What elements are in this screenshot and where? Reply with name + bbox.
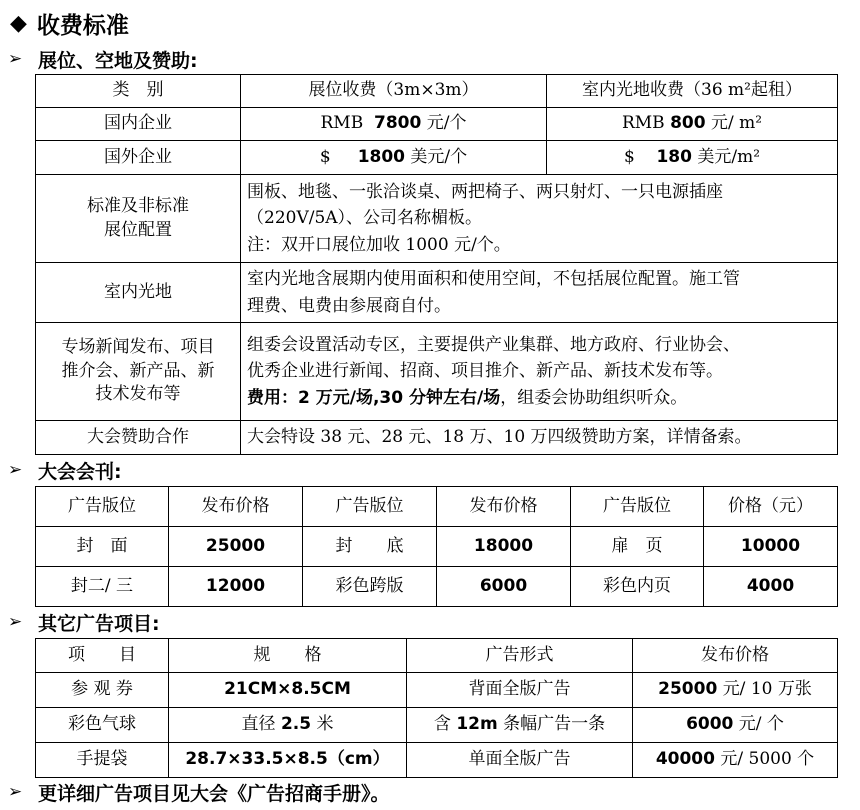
table-row-domestic bbox=[36, 108, 838, 141]
catalog-ad-table bbox=[35, 486, 838, 607]
header-cell: 广告版位 bbox=[571, 487, 704, 527]
indoor-label: 室内光地 bbox=[36, 263, 241, 323]
header-cell: 广告版位 bbox=[303, 487, 437, 527]
footer-note: ➢ 更详细广告项目见大会《广告招商手册》。 bbox=[8, 782, 390, 805]
item-price: 6000 元/ 个 bbox=[633, 708, 838, 743]
item-name: 参 观 券 bbox=[36, 673, 169, 708]
page-heading bbox=[10, 6, 129, 40]
item-spec: 21CM×8.5CM bbox=[169, 673, 407, 708]
table-row-special bbox=[36, 323, 838, 421]
item-name: 手提袋 bbox=[36, 743, 169, 778]
ad-price: 18000 bbox=[437, 527, 571, 567]
item-name: 彩色气球 bbox=[36, 708, 169, 743]
table-row-standard bbox=[36, 175, 838, 263]
table-header-row bbox=[36, 487, 838, 527]
header-cell: 发布价格 bbox=[437, 487, 571, 527]
item-form: 含 12m 条幅广告一条 bbox=[407, 708, 633, 743]
table-row bbox=[36, 708, 838, 743]
foreign-booth-price: $ 1800 美元/个 bbox=[241, 141, 547, 175]
ad-price: 25000 bbox=[169, 527, 303, 567]
arrow-bullet-icon: ➢ bbox=[8, 612, 23, 632]
ad-position: 彩色内页 bbox=[571, 567, 704, 607]
special-label: 专场新闻发布、项目 推介会、新产品、新 技术发布等 bbox=[36, 323, 241, 421]
ad-position: 扉 页 bbox=[571, 527, 704, 567]
arrow-bullet-icon: ➢ bbox=[8, 49, 23, 69]
table-row-sponsor bbox=[36, 421, 838, 455]
header-cell: 规 格 bbox=[169, 639, 407, 673]
foreign-space-price: $ 180 美元/m² bbox=[547, 141, 838, 175]
diamond-icon: ◆ bbox=[10, 10, 27, 36]
special-desc: 组委会设置活动专区，主要提供产业集群、地方政府、行业协会、 优秀企业进行新闻、招商、项目推介、新产品、新技术发布等。 费用：2 万元/场,30 分钟左右/场，组委会协助组织听众。 bbox=[241, 323, 838, 421]
table-row bbox=[36, 527, 838, 567]
table-row bbox=[36, 743, 838, 778]
domestic-booth-price: RMB 7800 元/个 bbox=[241, 108, 547, 141]
section-catalog-title: ➢ 大会会刊: bbox=[8, 460, 122, 483]
domestic-label: 国内企业 bbox=[36, 108, 241, 141]
ad-price: 12000 bbox=[169, 567, 303, 607]
header-cell: 广告版位 bbox=[36, 487, 169, 527]
ad-position: 彩色跨版 bbox=[303, 567, 437, 607]
item-price: 25000 元/ 10 万张 bbox=[633, 673, 838, 708]
ad-position: 封二/ 三 bbox=[36, 567, 169, 607]
other-ads-table bbox=[35, 638, 838, 778]
item-form: 背面全版广告 bbox=[407, 673, 633, 708]
item-price: 40000 元/ 5000 个 bbox=[633, 743, 838, 778]
arrow-bullet-icon: ➢ bbox=[8, 460, 23, 480]
ad-position: 封 底 bbox=[303, 527, 437, 567]
header-cell: 广告形式 bbox=[407, 639, 633, 673]
table-row bbox=[36, 567, 838, 607]
item-spec: 直径 2.5 米 bbox=[169, 708, 407, 743]
arrow-bullet-icon: ➢ bbox=[8, 782, 23, 802]
indoor-desc: 室内光地含展期内使用面积和使用空间，不包括展位配置。施工管 理费、电费由参展商自付。 bbox=[241, 263, 838, 323]
header-cell: 价格（元） bbox=[704, 487, 838, 527]
table-row bbox=[36, 673, 838, 708]
table-row-indoor bbox=[36, 263, 838, 323]
sponsor-label: 大会赞助合作 bbox=[36, 421, 241, 455]
standard-label: 标准及非标准 展位配置 bbox=[36, 175, 241, 263]
table-header-row bbox=[36, 75, 838, 108]
ad-price: 10000 bbox=[704, 527, 838, 567]
table-row-foreign bbox=[36, 141, 838, 175]
header-cell: 项 目 bbox=[36, 639, 169, 673]
header-space-fee: 室内光地收费（36 m²起租） bbox=[547, 75, 838, 108]
table-header-row bbox=[36, 639, 838, 673]
ad-price: 6000 bbox=[437, 567, 571, 607]
section-other-ads-title: ➢ 其它广告项目: bbox=[8, 612, 160, 635]
header-cell: 发布价格 bbox=[169, 487, 303, 527]
sponsor-desc: 大会特设 38 元、28 元、18 万、10 万四级赞助方案，详情备索。 bbox=[241, 421, 838, 455]
standard-desc: 围板、地毯、一张洽谈桌、两把椅子、两只射灯、一只电源插座 （220V/5A）、公司名称楣板。 注：双开口展位加收 1000 元/个。 bbox=[241, 175, 838, 263]
section-booth-title: ➢ 展位、空地及赞助: bbox=[8, 49, 198, 72]
foreign-label: 国外企业 bbox=[36, 141, 241, 175]
item-form: 单面全版广告 bbox=[407, 743, 633, 778]
page-title: 收费标准 bbox=[36, 12, 129, 39]
header-booth-fee: 展位收费（3m×3m） bbox=[241, 75, 547, 108]
item-spec: 28.7×33.5×8.5（cm） bbox=[169, 743, 407, 778]
ad-position: 封 面 bbox=[36, 527, 169, 567]
ad-price: 4000 bbox=[704, 567, 838, 607]
header-category: 类 别 bbox=[36, 75, 241, 108]
domestic-space-price: RMB 800 元/ m² bbox=[547, 108, 838, 141]
header-cell: 发布价格 bbox=[633, 639, 838, 673]
booth-fee-table bbox=[35, 74, 838, 455]
